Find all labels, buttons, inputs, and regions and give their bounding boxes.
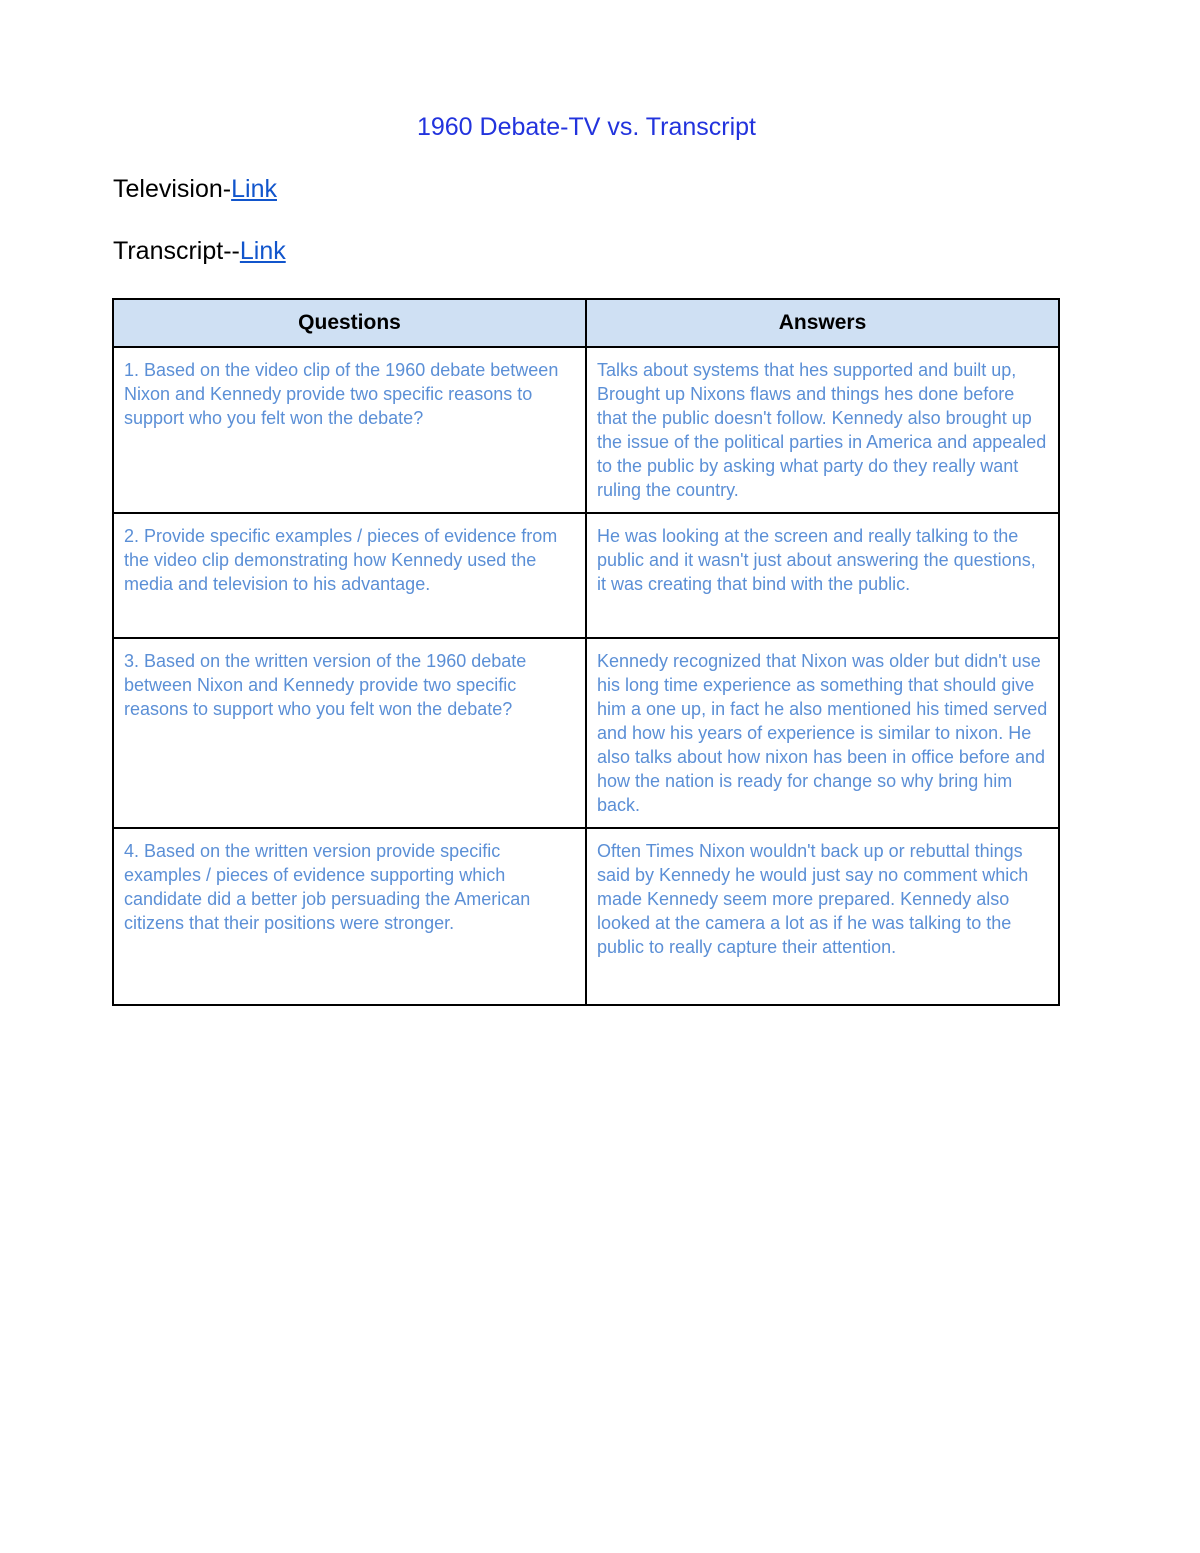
- question-cell: 4. Based on the written version provide specific examples / pieces of evidence supporting which candidate did a better job persuading the American citizens that their positions were stronger.: [113, 828, 586, 1005]
- transcript-label: Transcript--: [113, 237, 240, 265]
- questions-header: Questions: [113, 299, 586, 347]
- answer-cell: He was looking at the screen and really talking to the public and it wasn't just about answering the questions, it was creating that bind with the public.: [586, 513, 1059, 638]
- table-header-row: [113, 299, 1059, 347]
- table-row: [113, 347, 1059, 513]
- answer-cell: Talks about systems that hes supported and built up, Brought up Nixons flaws and things hes done before that the public doesn't follow. Kennedy also brought up the issue of the political parties in America and appealed to the public by asking what party do they really want ruling the country.: [586, 347, 1059, 513]
- table-row: [113, 828, 1059, 1005]
- transcript-line: [113, 237, 286, 266]
- transcript-link[interactable]: Link: [239, 237, 286, 265]
- question-cell: 2. Provide specific examples / pieces of evidence from the video clip demonstrating how Kennedy used the media and television to his advantage.: [113, 513, 586, 638]
- television-line: [113, 175, 277, 204]
- answer-cell: Often Times Nixon wouldn't back up or rebuttal things said by Kennedy he would just say no comment which made Kennedy seem more prepared. Kennedy also looked at the camera a lot as if he was talking to the public to really capture their attention.: [586, 828, 1059, 1005]
- document-title: 1960 Debate-TV vs. Transcript: [416, 113, 757, 141]
- answer-cell: Kennedy recognized that Nixon was older but didn't use his long time experience as something that should give him a one up, in fact he also mentioned his timed served and how his years of experience is similar to nixon. He also talks about how nixon has been in office before and how the nation is ready for change so why bring him back.: [586, 638, 1059, 828]
- question-cell: 1. Based on the video clip of the 1960 debate between Nixon and Kennedy provide two specific reasons to support who you felt won the debate?: [113, 347, 586, 513]
- question-cell: 3. Based on the written version of the 1960 debate between Nixon and Kennedy provide two specific reasons to support who you felt won the debate?: [113, 638, 586, 828]
- television-link[interactable]: Link: [231, 175, 277, 203]
- answers-header: Answers: [586, 299, 1059, 347]
- table-row: [113, 513, 1059, 638]
- questions-answers-table: [112, 298, 1060, 1006]
- table-row: [113, 638, 1059, 828]
- television-label: Television-: [113, 175, 232, 203]
